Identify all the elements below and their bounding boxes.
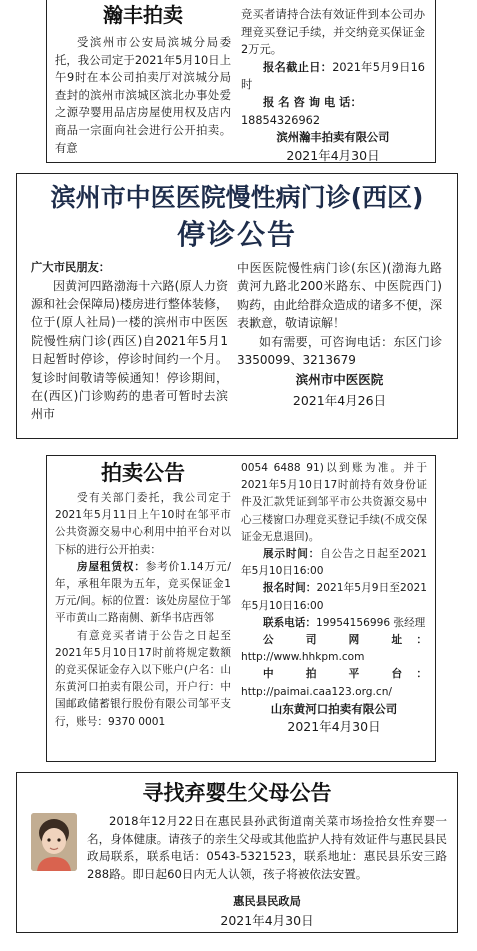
platform-label: 中 拍 平 台： bbox=[263, 668, 427, 681]
hanfeng-phone: 18854326962 bbox=[241, 113, 321, 127]
tcm-title-line2: 停诊公告 bbox=[176, 218, 297, 251]
tcm-right-column bbox=[237, 259, 442, 411]
huanghekou-date: 2021年4月30日 bbox=[287, 719, 381, 735]
company-site-label: 公 司 网 址： bbox=[263, 634, 427, 647]
tcm-hospital-name: 滨州市中医医院 bbox=[295, 372, 384, 388]
notice-hanfeng-auction bbox=[46, 0, 436, 163]
huanghekou-item bbox=[55, 559, 231, 628]
huanghekou-deposit: 有意竞买者请于公告之日起至2021年5月10日17时前将规定数额的竞买保证金存入以下账户(户名：山东黄河口拍卖有限公司，开户行：中国邮政储蓄银行股份有限公司邹平支行，账号：9370 0001 bbox=[55, 629, 231, 728]
hanfeng-company: 滨州瀚丰拍卖有限公司 bbox=[276, 131, 390, 145]
deadline-label: 报名截止日： bbox=[263, 60, 333, 74]
deadline-value: 2021年5月9日16时 bbox=[241, 60, 425, 92]
huanghekou-right-head: 0054 6488 91)以到账为准。并于2021年5月10日17时前持有效身份证件及汇款凭证到邹平市公共资源交易中心三楼窗口办理竞买登记手续(不成交保证金无息退回)。 bbox=[241, 462, 427, 543]
huanghekou-right-column bbox=[241, 460, 427, 736]
tcm-body-left: 因黄河四路渤海十六路(原人力资源和社会保障局)楼房进行整体装修，位于(原人社局)一楼的滨州市中医医院慢性病门诊(西区)自2021年5月1日起暂时停诊，停诊时间约一个月。复诊时间敬请等候通知！停诊期间，在(西区)门诊购药的患者可暂时去滨州市 bbox=[31, 278, 228, 422]
reg-time-value: 2021年5月9日至2021年5月10日16:00 bbox=[241, 582, 428, 612]
tcm-body-right: 中医医院慢性病门诊(东区)(渤海九路黄河九路北200米路东、中医院西门)购药，由此给群众造成的诸多不便，深表歉意，敬请谅解！ bbox=[237, 261, 442, 331]
item-text: 参考价1.14万元/年，承租年限为五年，竞买保证金1万元/间。标的位置：该处房屋位于邹平市黄山二路南侧、新华书店西邻 bbox=[55, 560, 231, 625]
infant-photo bbox=[31, 813, 77, 871]
item-label: 房屋租赁权： bbox=[77, 560, 146, 573]
huanghekou-intro: 受有关部门委托，我公司定于2021年5月11日上午10时在邹平市公共资源交易中心利用中拍平台对以下标的进行公开拍卖： bbox=[55, 492, 231, 556]
infant-date: 2021年4月30日 bbox=[220, 913, 314, 928]
contact-tel-label: 联系电话： bbox=[263, 616, 316, 629]
show-time-label: 展示时间： bbox=[263, 548, 321, 561]
hanfeng-title: 瀚丰拍卖 bbox=[103, 3, 183, 27]
platform bbox=[241, 666, 427, 700]
notice-huanghekou-auction bbox=[46, 455, 436, 762]
notice-tcm-hospital bbox=[16, 173, 458, 439]
hanfeng-body-right: 竞买者请持合法有效证件到本公司办理竞买登记手续，并交纳竞买保证金2万元。 bbox=[241, 8, 425, 57]
infant-org: 惠民县民政局 bbox=[233, 895, 301, 908]
show-time-value: 自公告之日起至2021年5月10日16:00 bbox=[241, 548, 428, 578]
platform-value[interactable]: http://paimai.caa123.org.cn/ bbox=[241, 685, 392, 698]
reg-time bbox=[241, 580, 427, 614]
notice-abandoned-infant bbox=[16, 772, 458, 933]
tcm-title-line1: 滨州市中医医院慢性病门诊(西区) bbox=[50, 183, 424, 212]
show-time bbox=[241, 546, 427, 580]
infant-body-column bbox=[87, 813, 447, 883]
tcm-date: 2021年4月26日 bbox=[292, 393, 387, 409]
huanghekou-title: 拍卖公告 bbox=[101, 461, 185, 485]
tcm-contact: 如有需要，可咨询电话：东区门诊3350099、3213679 bbox=[237, 334, 442, 368]
company-site bbox=[241, 632, 427, 666]
contact-tel-value: 19954156996 张经理 bbox=[315, 616, 426, 629]
infant-body: 2018年12月22日在惠民县孙武街道南关菜市场捡拾女性弃婴一名，身体健康。请孩子的亲生父母或其他监护人持有效证件与惠民县民政局联系，联系电话：0543-5321523，联系地址：惠民县乐安三路288路。即日起60日内无人认领，孩子将被依法安置。 bbox=[87, 814, 447, 881]
hanfeng-body-left: 受滨州市公安局滨城分局委托，我公司定于2021年5月10日上午9时在本公司拍卖厅对滨城分局查封的滨州市滨城区滨北办事处爱之源孕婴用品店房屋使用权及店内商品一宗面向社会进行公开拍卖。有意 bbox=[55, 36, 231, 155]
tcm-left-column bbox=[31, 259, 228, 424]
hanfeng-right-column bbox=[241, 6, 425, 164]
infant-photo-image bbox=[31, 813, 77, 871]
reg-time-label: 报名时间： bbox=[263, 582, 317, 595]
company-site-value[interactable]: http://www.hhkpm.com bbox=[241, 651, 365, 664]
contact-tel bbox=[241, 615, 427, 632]
huanghekou-company: 山东黄河口拍卖有限公司 bbox=[270, 701, 398, 716]
hanfeng-date: 2021年4月30日 bbox=[286, 147, 380, 163]
hanfeng-left-column bbox=[55, 2, 231, 157]
hanfeng-phone-label: 报 名 咨 询 电 话： bbox=[263, 95, 362, 109]
infant-title: 寻找弃婴生父母公告 bbox=[142, 781, 332, 805]
tcm-greeting: 广大市民朋友： bbox=[31, 261, 111, 274]
hanfeng-deadline bbox=[241, 59, 425, 94]
huanghekou-left-column bbox=[55, 458, 231, 731]
